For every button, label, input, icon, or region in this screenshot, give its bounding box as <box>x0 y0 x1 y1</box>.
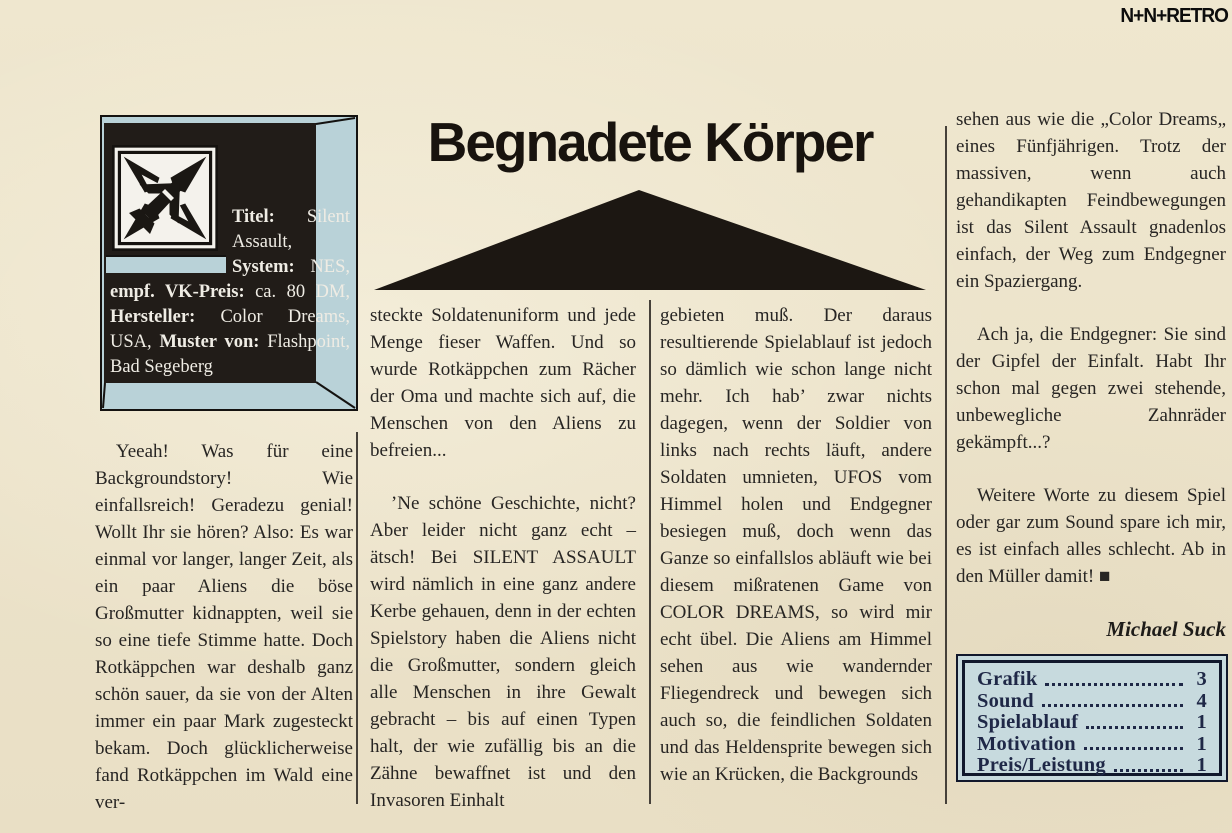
article-column-3 <box>660 302 932 788</box>
field-label-system: System: <box>232 257 295 277</box>
paragraph: ’Ne schöne Geschichte, nicht? Aber leider nicht ganz echt – ätsch! Bei SILENT ASSAULT wird nämlich in eine ganz andere Kerbe gehauen, denn in der echten Spielstory haben die Aliens nicht die Großmutter, sondern gleich alle Menschen in ihre Gewalt gebracht – bis auf einen Typen halt, der wie zufällig bis an die Zähne bewaffnet ist und den Invasoren Einhalt <box>370 493 636 811</box>
paragraph: steckte Soldatenuniform und jede Menge fieser Waffen. Und so wurde Rotkäppchen zum Rächer der Oma und machte sich auf, die Menschen von den Aliens zu befreien... <box>370 305 636 461</box>
column-rule-2 <box>649 300 651 804</box>
dot-leader <box>1045 683 1183 686</box>
jet-fighter-star-icon <box>112 145 218 251</box>
field-value-titel: Silent Assault, <box>232 207 350 252</box>
icon-shelf <box>106 255 226 273</box>
field-label-hersteller: Hersteller: <box>110 307 196 327</box>
paragraph: Ach ja, die Endgegner: Sie sind der Gipfel der Einfalt. Habt Ihr schon mal gegen zwei stehende, unbewegliche Zahnräder gekämpft...? <box>956 324 1226 453</box>
rating-row-grafik <box>977 669 1207 691</box>
rating-label: Motivation <box>977 732 1076 755</box>
paragraph: sehen aus wie die „Color Dreams„ eines Fünfjährigen. Trotz der massiven, wenn auch gehandikapten Feindbewegungen ist das Silent Assault gnadenlos einfach, der Weg zum Endgegner ein Spaziergang. <box>956 109 1226 292</box>
field-label-muster: Muster von: <box>159 332 260 352</box>
dot-leader <box>1042 704 1183 707</box>
rating-value: 3 <box>1196 668 1207 690</box>
field-value-system: NES, <box>294 257 350 277</box>
rating-row-sound <box>977 691 1207 713</box>
ratings-box-inner <box>962 660 1222 776</box>
rating-value: 4 <box>1196 689 1207 712</box>
rating-row-spielablauf <box>977 712 1207 734</box>
paragraph: gebieten muß. Der daraus resultierende Spielablauf ist jedoch so dämlich wie schon lange nicht mehr. Ich hab’ zwar nichts dagegen, wenn der Soldier von links nach rechts läuft, andere Soldaten umnieten, UFOS vom Himmel holen und Endgegner besiegen muß, doch wenn das Ganze so einfallslos abläuft wie bei diesem mißratenen Game von COLOR DREAMS, so wird mir echt übel. Die Aliens am Himmel sehen aus wie wandernder Fliegendreck und bewegen sich auch so, die feindlichen Soldaten und das Heldensprite bewegen sich wie an Krücken, die Backgrounds <box>660 305 932 785</box>
rating-value: 1 <box>1196 754 1207 776</box>
rating-row-motivation <box>977 734 1207 756</box>
game-info-box <box>100 115 358 411</box>
article-column-1 <box>95 438 353 816</box>
rating-value: 1 <box>1196 711 1207 733</box>
rating-label: Spielablauf <box>977 711 1079 733</box>
field-value-muster: Flashpoint, Bad Segeberg <box>110 332 350 377</box>
article-column-2 <box>370 302 636 814</box>
field-label-preis: empf. VK-Preis: <box>110 282 245 302</box>
article-headline: Begnadete Körper <box>427 111 873 173</box>
article-column-4 <box>956 106 1226 643</box>
column-rule-1 <box>356 432 358 804</box>
rating-label: Preis/Leistung <box>977 754 1106 776</box>
field-label-titel: Titel: <box>232 207 275 227</box>
paragraph: Weitere Worte zu diesem Spiel oder gar zum Sound spare ich mir, es ist einfach alles schlecht. Ab in den Müller damit! ■ <box>956 485 1226 587</box>
column-rule-3 <box>945 126 947 804</box>
field-value-preis: ca. 80 DM, <box>244 282 350 302</box>
dot-leader <box>1084 747 1183 750</box>
rating-label: Sound <box>977 689 1034 712</box>
rating-label: Grafik <box>977 668 1038 690</box>
paragraph: Yeeah! Was für eine Backgroundstory! Wie einfallsreich! Geradezu genial! Wollt Ihr sie hören? Also: Es war einmal vor langer, langer Zeit, als ein paar Aliens die böse Großmutter kidnappten, weil sie so eine tiefe Stimme hatte. Doch Rotkäppchen war deshalb ganz schön sauer, da sie von der Alten immer ein paar Mark zugesteckt bekam. Doch glücklicherweise fand Rotkäppchen im Wald eine ver- <box>95 441 353 813</box>
magazine-scan-logo: N+N+RETRO <box>1120 5 1228 27</box>
ratings-box <box>956 654 1228 782</box>
rating-row-preis-leistung <box>977 755 1207 777</box>
rating-value: 1 <box>1196 732 1207 755</box>
field-value-hersteller: Color Dreams, USA, <box>110 307 350 352</box>
dot-leader <box>1114 769 1183 772</box>
author-byline: Michael Suck <box>1106 617 1226 641</box>
dot-leader <box>1086 726 1183 729</box>
triangle-ornament <box>374 190 926 290</box>
